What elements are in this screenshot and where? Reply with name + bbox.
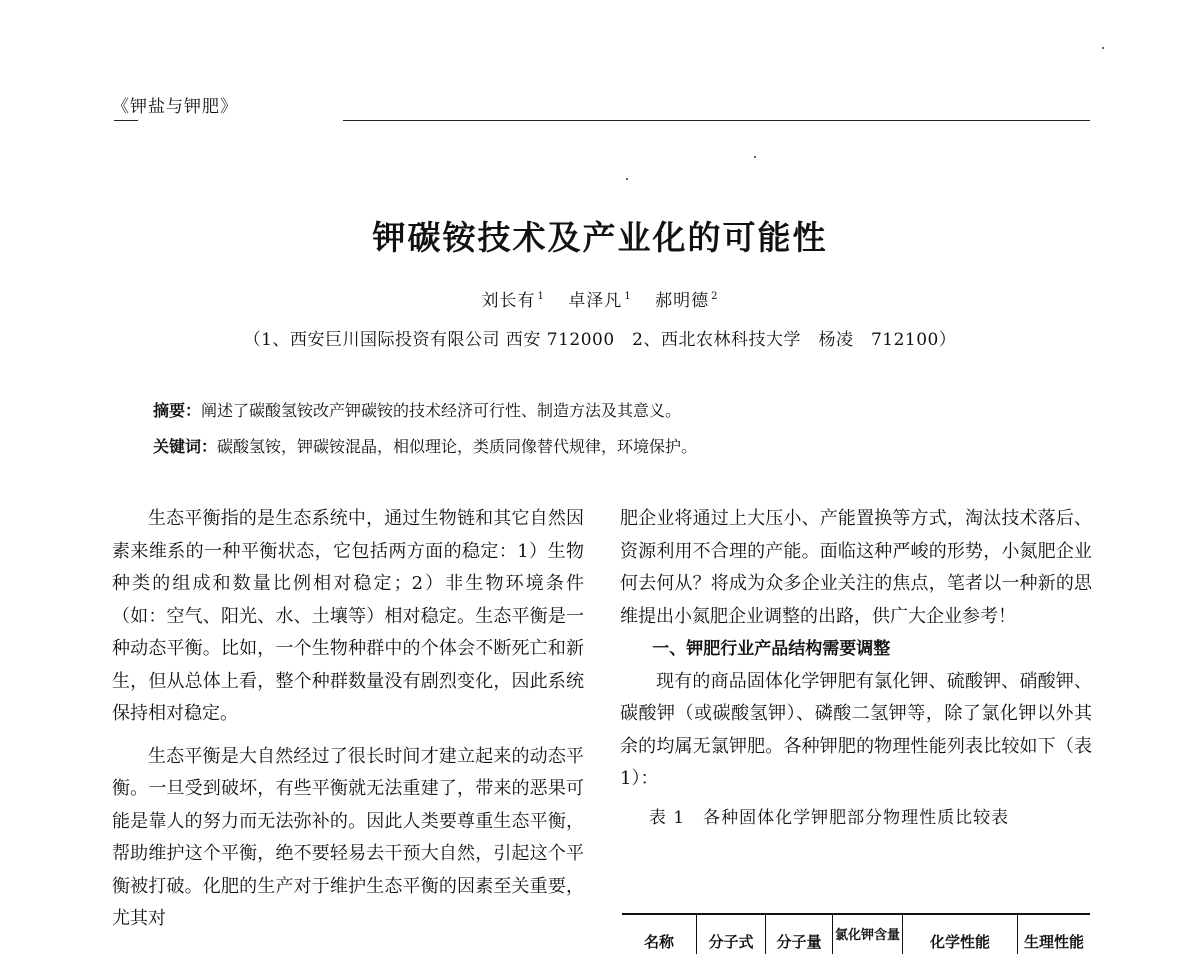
author-list <box>0 286 1200 311</box>
table-header-cell: 生理性能 <box>1018 915 1090 954</box>
table-header-row <box>622 915 1090 954</box>
body-paragraph: 生态平衡是大自然经过了很长时间才建立起来的动态平衡。一旦受到破坏，有些平衡就无法重建了，带来的恶果可能是靠人的努力而无法弥补的。因此人类要尊重生态平衡，帮助维护这个平衡，绝不要轻易去干预大自然，引起这个平衡被打破。化肥的生产对于维护生态平衡的因素至关重要，尤其对 <box>112 745 584 929</box>
keywords <box>153 434 697 457</box>
author-1: 刘长有 $^1$ <box>481 291 545 311</box>
body-column-left <box>112 503 584 936</box>
table-1 <box>622 913 1090 954</box>
abstract-label: 摘要： <box>153 401 202 420</box>
table-header-cell: 化学性能 <box>903 915 1018 954</box>
body-column-right <box>620 503 1092 834</box>
abstract-text: 阐述了碳酸氢铵改产钾碳铵的技术经济可行性、制造方法及其意义。 <box>201 401 682 420</box>
keywords-text: 碳酸氢铵，钾碳铵混晶，相似理论，类质同像替代规律，环境保护。 <box>217 437 698 456</box>
table-caption: 表 1 各种固体化学钾肥部分物理性质比较表 <box>648 807 1010 828</box>
body-paragraph: 现有的商品固体化学钾肥有氯化钾、硫酸钾、硝酸钾、碳酸钾（或碳酸氢钾）、磷酸二氢钾等，除了氯化钾以外其余的均属无氯钾肥。各种钾肥的物理性能列表比较如下（表1）： <box>620 670 1092 789</box>
body-paragraph: 生态平衡指的是生态系统中，通过生物链和其它自然因素来维系的一种平衡状态，它包括两方面的稳定：1）生物种类的组成和数量比例相对稳定；2）非生物环境条件（如：空气、阳光、水、土壤等）相对稳定。生态平衡是一种动态平衡。比如，一个生物种群中的个体会不断死亡和新生，但从总体上看，整个种群数量没有剧烈变化，因此系统保持相对稳定。 <box>112 508 584 724</box>
scan-speck <box>1102 47 1104 49</box>
journal-underline <box>114 120 138 121</box>
author-3: 郝明德 $^2$ <box>655 291 719 311</box>
affiliations: （1、西安巨川国际投资有限公司 西安 712000 2、西北农林科技大学 杨凌 712100） <box>243 330 957 350</box>
table-header-cell: 分子式 <box>697 915 766 954</box>
abstract <box>153 398 681 421</box>
scan-speck <box>754 156 756 158</box>
paper-title: 钾碳铵技术及产业化的可能性 <box>372 218 828 257</box>
author-2: 卓泽凡 $^1$ <box>568 291 632 311</box>
table-1-grid <box>622 915 1090 954</box>
keywords-label: 关键词： <box>153 437 218 456</box>
section-heading: 一、钾肥行业产品结构需要调整 <box>652 639 891 659</box>
table-header-cell: 名称 <box>643 933 674 951</box>
table-header-cell: 分子量 <box>766 915 833 954</box>
table-header-cell: 氯化钾含量 <box>833 915 903 954</box>
scan-speck <box>626 178 628 180</box>
body-paragraph: 肥企业将通过上大压小、产能置换等方式，淘汰技术落后、资源利用不合理的产能。面临这种严峻的形势，小氮肥企业何去何从？将成为众多企业关注的焦点，笔者以一种新的思维提出小氮肥企业调整的出路，供广大企业参考！ <box>620 508 1092 627</box>
journal-name: 《钾盐与钾肥》 <box>112 97 238 117</box>
header-rule <box>343 120 1090 121</box>
